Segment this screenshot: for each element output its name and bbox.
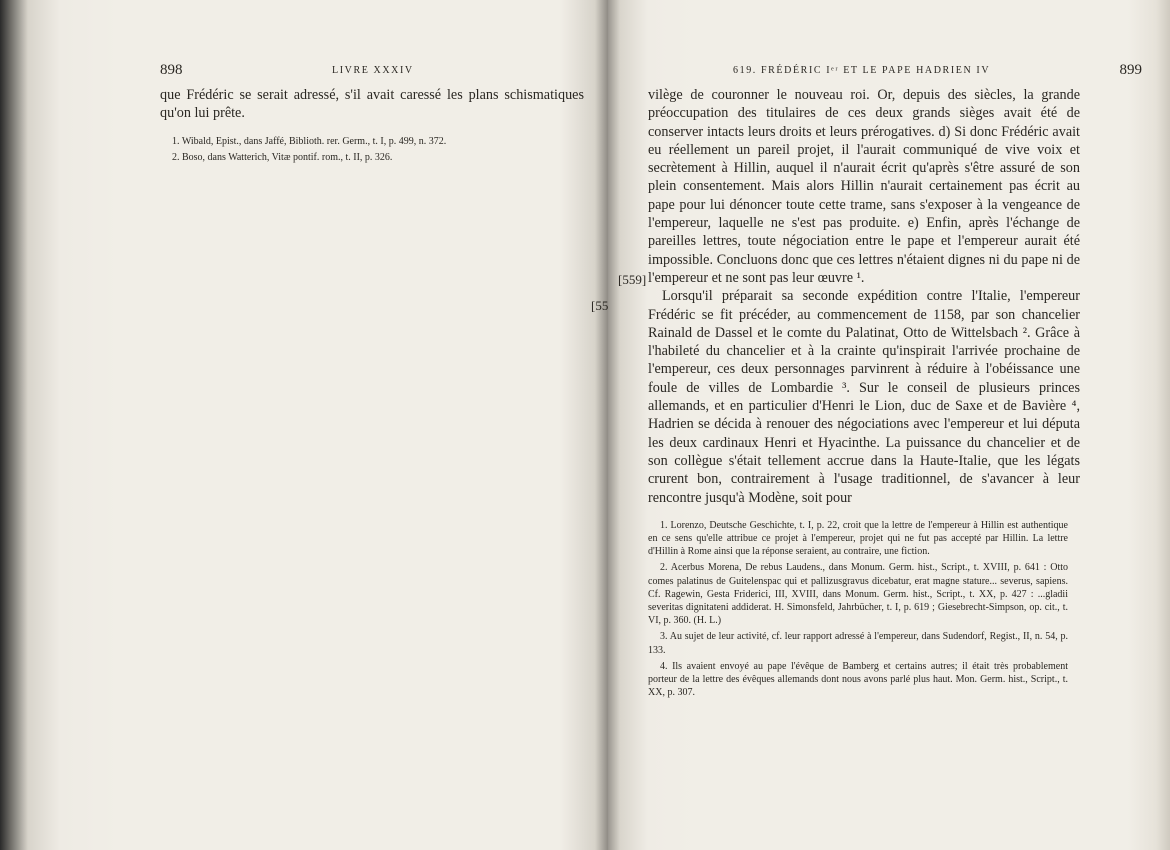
left-footnotes bbox=[160, 135, 584, 164]
left-page-body bbox=[160, 86, 584, 123]
right-footnote-2: 2. Acerbus Morena, De rebus Laudens., dans Monum. Germ. hist., Script., t. XVIII, p. 641 : Otto comes palatinus de Guitelenspac qui et pallizusgravus dicebatur, erat magne stature... severus, sapiens. Cf. Ragewin, Gesta Friderici, III, XVIII, dans Monum. Germ. hist., Script., t. XX, p. 427 : ...gladii severitas dignitateni addiderat. H. Simonsfeld, Jahrbücher, t. I, p. 619 ; Giesebrecht-Simpson, op. cit., t. VI, p. 360. (H. L.) bbox=[648, 562, 1068, 627]
left-paragraph-1: que Frédéric se serait adressé, s'il avait caressé les plans schismatiques qu'on lui prête. bbox=[160, 87, 584, 122]
left-margin-page-mark: [55 bbox=[591, 298, 608, 313]
right-page-header bbox=[648, 62, 1142, 86]
right-paragraph-1: vilège de couronner le nouveau roi. Or, depuis des siècles, la grande préoccupation des titulaires de ces deux grands sièges avait été de conserver intacts leurs droits et leurs prérogatives. d) Si donc Frédéric avait eu réellement un pareil projet, il l'aurait communiqué de vive voix et secrètement à Hillin, auquel il n'aurait écrit qu'après s'être assuré de son plein consentement. Mais alors Hillin n'aurait certainement pas écrit au pape pour lui dénoncer toute cette trame, sans s'exposer à la vengeance de l'empereur, laquelle ne s'est pas produite. e) Enfin, après l'échange de pareilles lettres, toute négociation entre le pape et l'empereur aurait été impossible. Concluons donc que ces lettres n'étaient dignes ni du pape ni de l'empereur et ne sont pas leur œuvre ¹. bbox=[648, 87, 1080, 286]
left-page-header bbox=[160, 62, 584, 86]
left-running-head: LIVRE XXXIV bbox=[332, 65, 414, 76]
left-page-number: 898 bbox=[160, 62, 183, 78]
left-footnote-1: 1. Wibald, Epist., dans Jaffé, Biblioth. rer. Germ., t. I, p. 499, n. 372. bbox=[172, 135, 447, 147]
right-footnote-3: 3. Au sujet de leur activité, cf. leur rapport adressé à l'empereur, dans Sudendorf, Regist., II, n. 54, p. 133. bbox=[648, 631, 1068, 656]
left-footnote-2: 2. Boso, dans Watterich, Vitæ pontif. rom., t. II, p. 326. bbox=[172, 151, 393, 163]
right-footnote-4: 4. Ils avaient envoyé au pape l'évêque de Bamberg et certains autres; il était très probablement porteur de la lettre des évêques allemands dont nous avons parlé plus haut. Mon. Germ. hist., Script., t. XX, p. 307. bbox=[648, 660, 1068, 699]
right-footnotes bbox=[648, 519, 1068, 700]
right-page-body bbox=[648, 86, 1080, 507]
right-running-head: 619. FRÉDÉRIC Iᵉʳ ET LE PAPE HADRIEN IV bbox=[733, 65, 991, 76]
right-margin-page-mark: [559] bbox=[618, 272, 647, 287]
right-footnote-1: 1. Lorenzo, Deutsche Geschichte, t. I, p. 22, croit que la lettre de l'empereur à Hillin est authentique en ce sens qu'elle attribue ce projet à l'empereur, projet qui ne fut pas accepté par Hillin. La lettre d'Hillin à Rome ainsi que la réponse seraient, au contraire, une fiction. bbox=[648, 519, 1068, 558]
right-page-number: 899 bbox=[1119, 62, 1142, 78]
right-paragraph-2: Lorsqu'il préparait sa seconde expédition contre l'Italie, l'empereur Frédéric se fit précéder, au commencement de 1158, par son chancelier Rainald de Dassel et le comte du Palatinat, Otto de Wittelsbach ². Grâce à l'habileté du chancelier et à la crainte qu'inspirait l'arrivée prochaine de l'empereur, ces deux personnages parvinrent à réduire à l'obéissance une foule de villes de Lombardie ³. Sur le conseil de plusieurs princes allemands, et en particulier d'Henri le Lion, duc de Saxe et de Bavière ⁴, Hadrien se décida à renouer des négociations avec l'empereur et lui députa les deux cardinaux Henri et Hyacinthe. La puissance du chancelier et de son collègue s'était tellement accrue dans la Haute-Italie, que les légats crurent bon, contrairement à l'usage traditionnel, de s'avancer à leur rencontre jusqu'à Modène, soit pour bbox=[648, 288, 1080, 506]
right-page bbox=[608, 0, 1170, 850]
